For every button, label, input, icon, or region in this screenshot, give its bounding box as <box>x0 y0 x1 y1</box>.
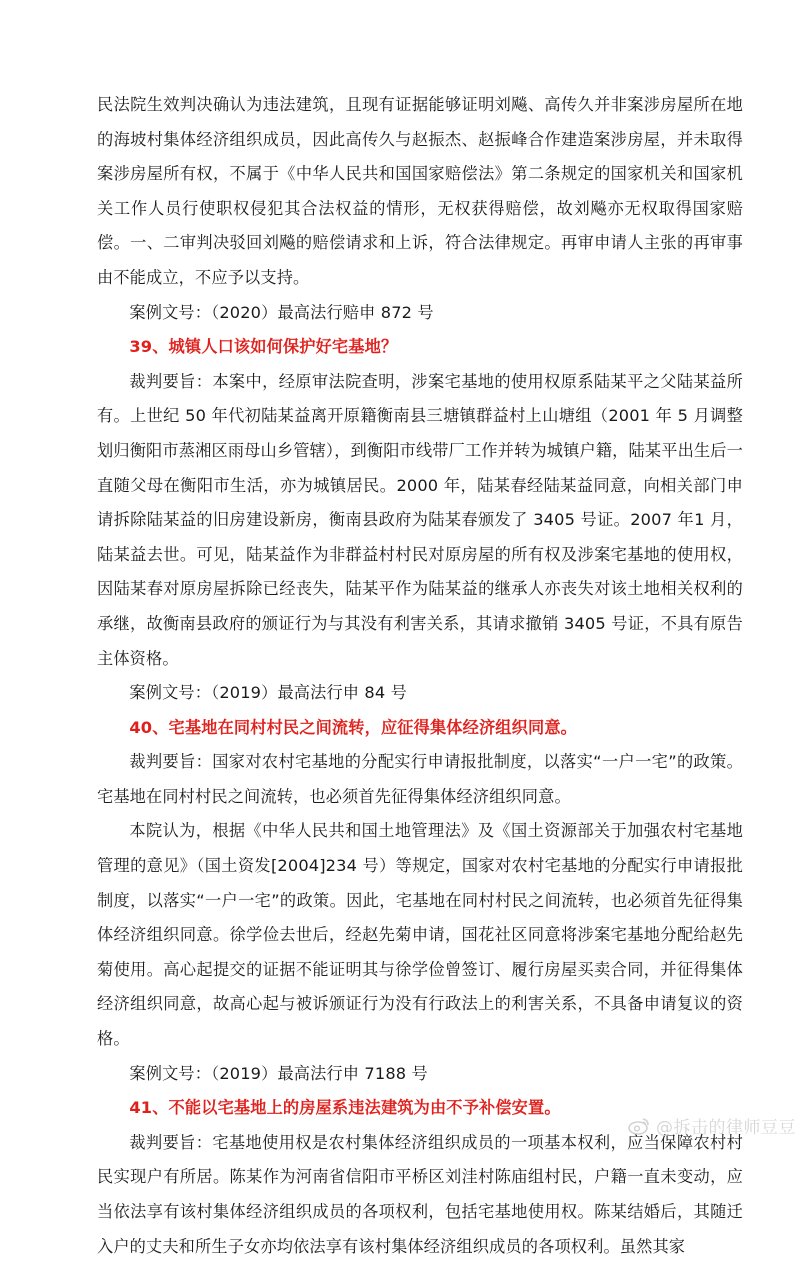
document-page <box>97 88 743 1264</box>
case-citation-2020-872: 案例文号：（2020）最高法行赔申 872 号 <box>129 302 434 322</box>
paragraph-ruling-39: 裁判要旨：本案中，经原审法院查明，涉案宅基地的使用权原系陆某平之父陆某益所有。上世纪 50 年代初陆某益离开原籍衡南县三塘镇群益村上山塘组（2001 年 5 月调整划归衡阳市蒸湘区雨母山乡管辖），到衡阳市线带厂工作并转为城镇户籍，陆某平出生后一直随父母在衡阳市生活，亦为城镇居民。2000 年，陆某春经陆某益同意，向相关部门申请拆除陆某益的旧房建设新房，衡南县政府为陆某春颁发了 3405 号证。2007 年1 月，陆某益去世。可见，陆某益作为非群益村村民对原房屋的所有权及涉案宅基地的使用权，因陆某春对原房屋拆除已经丧失，陆某平作为陆某益的继承人亦丧失对该土地相关权利的承继，故衡南县政府的颁证行为与其没有利害关系，其请求撤销 3405 号证，不具有原告主体资格。 <box>97 371 743 668</box>
section-heading-41: 41、不能以宅基地上的房屋系违法建筑为由不予补偿安置。 <box>129 1098 561 1118</box>
paragraph-intro-continuation: 民法院生效判决确认为违法建筑，且现有证据能够证明刘飚、高传久并非案涉房屋所在地的海坡村集体经济组织成员，因此高传久与赵振杰、赵振峰合作建造案涉房屋，并未取得案涉房屋所有权，不属于《中华人民共和国国家赔偿法》第二条规定的国家机关和国家机关工作人员行使职权侵犯其合法权益的情形，无权获得赔偿，故刘飚亦无权取得国家赔偿。一、二审判决驳回刘飚的赔偿请求和上诉，符合法律规定。再审申请人主张的再审事由不能成立，不应予以支持。 <box>97 95 743 287</box>
case-citation-2019-7188: 案例文号：（2019）最高法行申 7188 号 <box>129 1063 428 1083</box>
weibo-icon <box>628 1117 650 1135</box>
section-heading-39: 39、城镇人口该如何保护好宅基地？ <box>129 337 398 357</box>
paragraph-ruling-41: 裁判要旨：宅基地使用权是农村集体经济组织成员的一项基本权利，应当保障农村村民实现户有所居。陈某作为河南省信阳市平桥区刘洼村陈庙组村民，户籍一直未变动，应当依法享有该村集体经济组织成员的各项权利，包括宅基地使用权。陈某结婚后，其随迁入户的丈夫和所生子女亦均依法享有该村集体经济组织成员的各项权利。虽然其家 <box>97 1132 743 1256</box>
paragraph-court-opinion-40: 本院认为，根据《中华人民共和国土地管理法》及《国土资源部关于加强农村宅基地管理的意见》（国土资发[2004]234 号）等规定，国家对农村宅基地的分配实行申请报批制度，以落实“一户一宅”的政策。因此，宅基地在同村村民之间流转，也必须首先征得集体经济组织同意。徐学俭去世后，经赵先菊申请，国花社区同意将涉案宅基地分配给赵先菊使用。高心起提交的证据不能证明其与徐学俭曾签订、履行房屋买卖合同，并征得集体经济组织同意，故高心起与被诉颁证行为没有行政法上的利害关系，不具备申请复议的资格。 <box>97 821 743 1049</box>
case-citation-2019-84: 案例文号：（2019）最高法行申 84 号 <box>129 683 407 703</box>
paragraph-ruling-40: 裁判要旨：国家对农村宅基地的分配实行申请报批制度，以落实“一户一宅”的政策。宅基地在同村村民之间流转，也必须首先征得集体经济组织同意。 <box>97 752 743 806</box>
section-heading-40: 40、宅基地在同村村民之间流转，应征得集体经济组织同意。 <box>129 717 577 737</box>
watermark-text: @拆击的律师豆豆 <box>656 1118 796 1138</box>
watermark <box>628 1113 796 1138</box>
